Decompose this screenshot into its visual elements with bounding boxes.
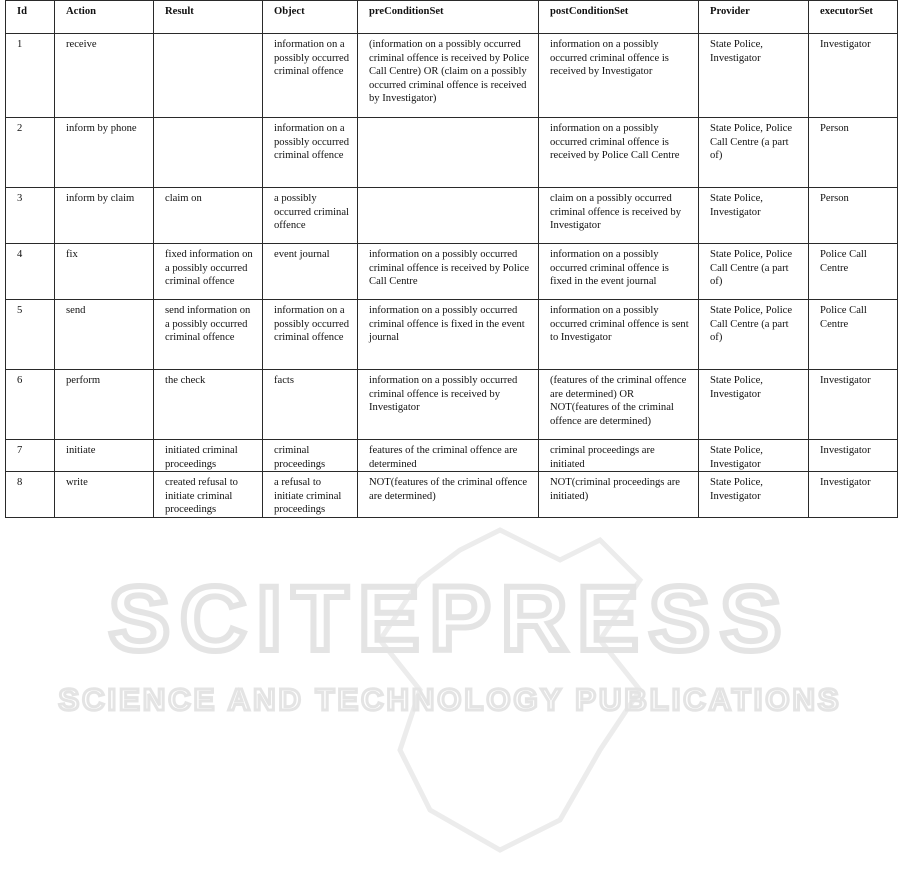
cell-executor: Person [809, 118, 898, 188]
header-row [6, 1, 898, 34]
header-action: Action [55, 1, 154, 34]
cell-id: 6 [6, 370, 55, 440]
cell-executor: Investigator [809, 472, 898, 518]
cell-result: send information on a possibly occurred criminal offence [154, 300, 263, 370]
header-postcondition-set: postConditionSet [539, 1, 699, 34]
cell-postcondition: information on a possibly occurred criminal offence is sent to Investigator [539, 300, 699, 370]
cell-result: fixed information on a possibly occurred criminal offence [154, 244, 263, 300]
cell-postcondition: NOT(criminal proceedings are initiated) [539, 472, 699, 518]
cell-executor: Police Call Centre [809, 300, 898, 370]
cell-id: 1 [6, 34, 55, 118]
cell-provider: State Police, Police Call Centre (a part of) [699, 244, 809, 300]
cell-result: created refusal to initiate criminal proceedings [154, 472, 263, 518]
cell-precondition [358, 188, 539, 244]
cell-id: 7 [6, 440, 55, 472]
watermark-map-outline [380, 530, 640, 850]
table-row [6, 440, 898, 472]
cell-provider: State Police, Investigator [699, 370, 809, 440]
cell-precondition: NOT(features of the criminal offence are determined) [358, 472, 539, 518]
cell-object: information on a possibly occurred criminal offence [263, 118, 358, 188]
cell-action: inform by claim [55, 188, 154, 244]
cell-id: 3 [6, 188, 55, 244]
cell-precondition [358, 118, 539, 188]
cell-provider: State Police, Police Call Centre (a part of) [699, 118, 809, 188]
cell-result [154, 34, 263, 118]
cell-object: a possibly occurred criminal offence [263, 188, 358, 244]
cell-action: receive [55, 34, 154, 118]
cell-provider: State Police, Investigator [699, 472, 809, 518]
cell-object: facts [263, 370, 358, 440]
cell-precondition: (information on a possibly occurred criminal offence is received by Police Call Centre) OR (claim on a possibly occurred criminal offence is received by Investigator) [358, 34, 539, 118]
watermark-line1: SCITEPRESS [108, 568, 792, 670]
table-row [6, 34, 898, 118]
table-row [6, 472, 898, 518]
cell-executor: Police Call Centre [809, 244, 898, 300]
cell-object: information on a possibly occurred criminal offence [263, 34, 358, 118]
header-result: Result [154, 1, 263, 34]
cell-id: 8 [6, 472, 55, 518]
header-precondition-set: preConditionSet [358, 1, 539, 34]
cell-action: fix [55, 244, 154, 300]
publisher-watermark [0, 520, 901, 886]
cell-executor: Investigator [809, 440, 898, 472]
cell-result: initiated criminal proceedings [154, 440, 263, 472]
cell-postcondition: information on a possibly occurred criminal offence is received by Police Call Centre [539, 118, 699, 188]
cell-precondition: information on a possibly occurred criminal offence is fixed in the event journal [358, 300, 539, 370]
cell-id: 5 [6, 300, 55, 370]
cell-action: initiate [55, 440, 154, 472]
cell-provider: State Police, Investigator [699, 188, 809, 244]
cell-precondition: features of the criminal offence are determined [358, 440, 539, 472]
cell-id: 2 [6, 118, 55, 188]
cell-precondition: information on a possibly occurred criminal offence is received by Police Call Centre [358, 244, 539, 300]
cell-object: criminal proceedings [263, 440, 358, 472]
process-actions-table [5, 0, 898, 518]
cell-action: perform [55, 370, 154, 440]
cell-result [154, 118, 263, 188]
table-row [6, 244, 898, 300]
cell-postcondition: (features of the criminal offence are determined) OR NOT(features of the criminal offence are determined) [539, 370, 699, 440]
cell-object: information on a possibly occurred criminal offence [263, 300, 358, 370]
cell-executor: Investigator [809, 370, 898, 440]
cell-object: event journal [263, 244, 358, 300]
cell-postcondition: criminal proceedings are initiated [539, 440, 699, 472]
watermark-line2: SCIENCE AND TECHNOLOGY PUBLICATIONS [58, 682, 842, 717]
cell-postcondition: claim on a possibly occurred criminal offence is received by Investigator [539, 188, 699, 244]
cell-provider: State Police, Investigator [699, 440, 809, 472]
cell-precondition: information on a possibly occurred criminal offence is received by Investigator [358, 370, 539, 440]
cell-executor: Person [809, 188, 898, 244]
table-row [6, 370, 898, 440]
cell-action: inform by phone [55, 118, 154, 188]
cell-object: a refusal to initiate criminal proceedings [263, 472, 358, 518]
cell-action: write [55, 472, 154, 518]
header-object: Object [263, 1, 358, 34]
cell-id: 4 [6, 244, 55, 300]
table-row [6, 300, 898, 370]
table-row [6, 188, 898, 244]
cell-action: send [55, 300, 154, 370]
cell-result: claim on [154, 188, 263, 244]
cell-provider: State Police, Police Call Centre (a part of) [699, 300, 809, 370]
cell-postcondition: information on a possibly occurred criminal offence is received by Investigator [539, 34, 699, 118]
cell-executor: Investigator [809, 34, 898, 118]
header-provider: Provider [699, 1, 809, 34]
cell-provider: State Police, Investigator [699, 34, 809, 118]
table-row [6, 118, 898, 188]
cell-postcondition: information on a possibly occurred criminal offence is fixed in the event journal [539, 244, 699, 300]
header-id: Id [6, 1, 55, 34]
header-executor-set: executorSet [809, 1, 898, 34]
cell-result: the check [154, 370, 263, 440]
